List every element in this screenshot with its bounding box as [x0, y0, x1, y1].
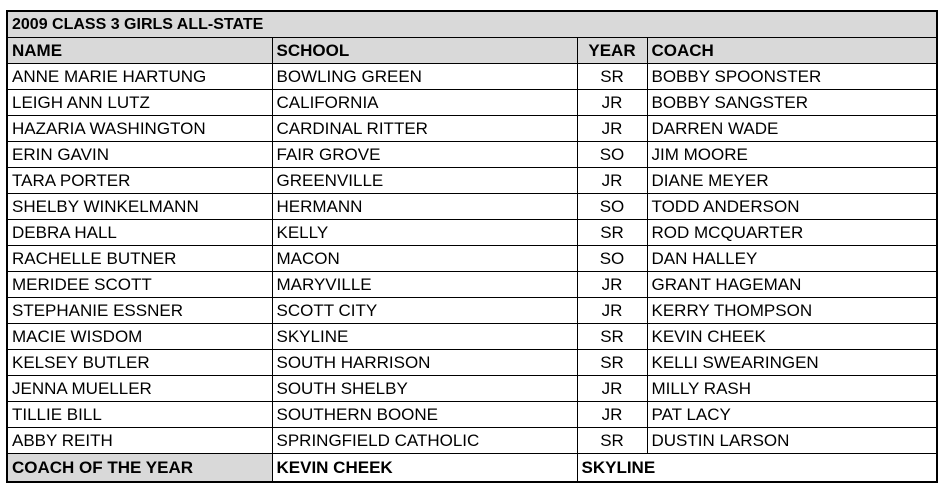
table-row: [7, 350, 937, 376]
cell-name: SHELBY WINKELMANN: [7, 194, 272, 220]
table-row: [7, 90, 937, 116]
cell-name: STEPHANIE ESSNER: [7, 298, 272, 324]
coach-of-year-school: SKYLINE: [577, 454, 937, 483]
cell-coach: DAN HALLEY: [647, 246, 937, 272]
cell-year: SO: [577, 194, 647, 220]
cell-school: SKYLINE: [272, 324, 577, 350]
column-header-school: SCHOOL: [272, 38, 577, 64]
cell-coach: BOBBY SPOONSTER: [647, 64, 937, 90]
cell-coach: JIM MOORE: [647, 142, 937, 168]
cell-year: JR: [577, 116, 647, 142]
table-row: [7, 324, 937, 350]
cell-year: SR: [577, 220, 647, 246]
cell-coach: DARREN WADE: [647, 116, 937, 142]
cell-year: JR: [577, 90, 647, 116]
column-header-year: YEAR: [577, 38, 647, 64]
cell-coach: BOBBY SANGSTER: [647, 90, 937, 116]
cell-coach: KERRY THOMPSON: [647, 298, 937, 324]
cell-name: TILLIE BILL: [7, 402, 272, 428]
cell-school: BOWLING GREEN: [272, 64, 577, 90]
cell-school: SOUTH HARRISON: [272, 350, 577, 376]
title-row: [7, 11, 937, 38]
cell-name: KELSEY BUTLER: [7, 350, 272, 376]
cell-year: JR: [577, 298, 647, 324]
cell-coach: ROD MCQUARTER: [647, 220, 937, 246]
cell-name: LEIGH ANN LUTZ: [7, 90, 272, 116]
cell-school: HERMANN: [272, 194, 577, 220]
cell-school: FAIR GROVE: [272, 142, 577, 168]
coach-of-year-label: COACH OF THE YEAR: [7, 454, 272, 483]
cell-school: MARYVILLE: [272, 272, 577, 298]
table-row: [7, 194, 937, 220]
header-row: [7, 38, 937, 64]
all-state-table: [6, 10, 938, 483]
cell-name: ERIN GAVIN: [7, 142, 272, 168]
cell-name: TARA PORTER: [7, 168, 272, 194]
cell-name: ABBY REITH: [7, 428, 272, 454]
table-row: [7, 168, 937, 194]
cell-year: SO: [577, 246, 647, 272]
table-row: [7, 64, 937, 90]
cell-coach: KELLI SWEARINGEN: [647, 350, 937, 376]
cell-year: SR: [577, 324, 647, 350]
cell-name: HAZARIA WASHINGTON: [7, 116, 272, 142]
cell-coach: MILLY RASH: [647, 376, 937, 402]
table-row: [7, 428, 937, 454]
table-row: [7, 142, 937, 168]
cell-school: CALIFORNIA: [272, 90, 577, 116]
cell-year: JR: [577, 376, 647, 402]
cell-name: RACHELLE BUTNER: [7, 246, 272, 272]
table-row: [7, 272, 937, 298]
table-row: [7, 402, 937, 428]
coach-of-year-row: [7, 454, 937, 483]
cell-school: GREENVILLE: [272, 168, 577, 194]
cell-year: SO: [577, 142, 647, 168]
table-row: [7, 220, 937, 246]
cell-school: SOUTH SHELBY: [272, 376, 577, 402]
cell-coach: KEVIN CHEEK: [647, 324, 937, 350]
cell-coach: PAT LACY: [647, 402, 937, 428]
column-header-name: NAME: [7, 38, 272, 64]
cell-coach: DUSTIN LARSON: [647, 428, 937, 454]
cell-name: JENNA MUELLER: [7, 376, 272, 402]
cell-name: DEBRA HALL: [7, 220, 272, 246]
cell-year: JR: [577, 272, 647, 298]
cell-name: MACIE WISDOM: [7, 324, 272, 350]
table-title: 2009 CLASS 3 GIRLS ALL-STATE: [7, 11, 937, 38]
table-row: [7, 246, 937, 272]
cell-name: MERIDEE SCOTT: [7, 272, 272, 298]
cell-school: CARDINAL RITTER: [272, 116, 577, 142]
table-row: [7, 116, 937, 142]
table-row: [7, 298, 937, 324]
cell-coach: DIANE MEYER: [647, 168, 937, 194]
cell-school: SOUTHERN BOONE: [272, 402, 577, 428]
cell-school: MACON: [272, 246, 577, 272]
cell-year: SR: [577, 428, 647, 454]
cell-school: KELLY: [272, 220, 577, 246]
column-header-coach: COACH: [647, 38, 937, 64]
table-row: [7, 376, 937, 402]
cell-year: JR: [577, 168, 647, 194]
cell-school: SCOTT CITY: [272, 298, 577, 324]
cell-coach: TODD ANDERSON: [647, 194, 937, 220]
cell-coach: GRANT HAGEMAN: [647, 272, 937, 298]
coach-of-year-name: KEVIN CHEEK: [272, 454, 577, 483]
cell-year: SR: [577, 64, 647, 90]
cell-name: ANNE MARIE HARTUNG: [7, 64, 272, 90]
cell-school: SPRINGFIELD CATHOLIC: [272, 428, 577, 454]
cell-year: SR: [577, 350, 647, 376]
cell-year: JR: [577, 402, 647, 428]
